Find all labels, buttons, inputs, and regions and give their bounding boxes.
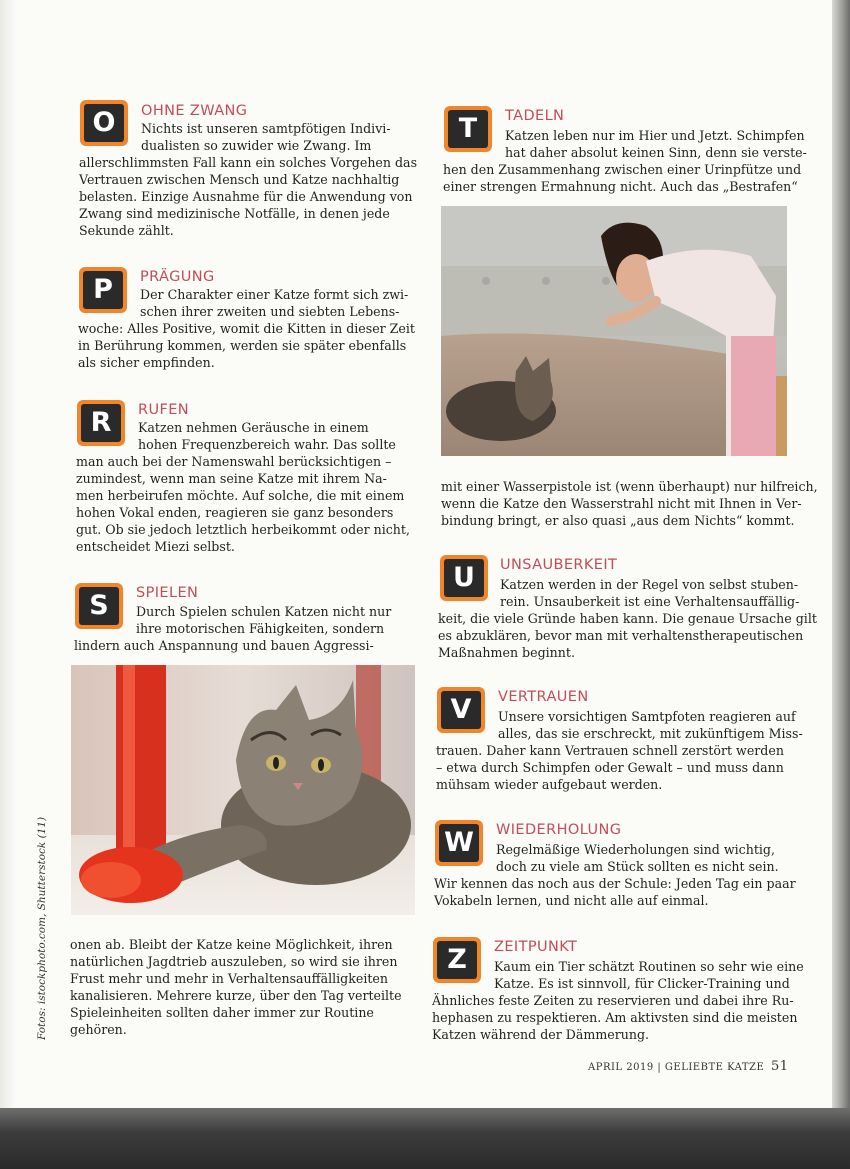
body-line: woche: Alles Positive, womit die Kitten in dieser Zeit: [78, 321, 415, 336]
page-number: 51: [770, 1059, 789, 1074]
body-line: doch zu viele am Stück sollten es nicht sein.: [496, 859, 779, 874]
body-line: Unsere vorsichtigen Samtpfoten reagieren auf: [498, 709, 796, 724]
body-line: keit, die viele Gründe haben kann. Die genaue Ursache gilt: [438, 611, 817, 626]
body-line: hohen Frequenzbereich wahr. Das sollte: [138, 437, 396, 452]
photo-credit: Fotos: istockphoto.com, Shutterstock (11): [36, 816, 48, 1040]
letter-badge-o: [80, 100, 128, 146]
body-line: Ähnliches feste Zeiten zu reservieren und dabei ihre Ru-: [432, 993, 794, 1008]
page-edge-right: [832, 0, 850, 1108]
body-line: wenn die Katze den Wasserstrahl nicht mit Ihnen in Ver-: [441, 496, 802, 511]
body-line: Frust mehr und mehr in Verhaltensauffälligkeiten: [70, 971, 388, 986]
body-line: lindern auch Anspannung und bauen Aggressi-: [74, 638, 374, 653]
badge-letter: W: [439, 824, 479, 862]
body-line: Katzen leben nur im Hier und Jetzt. Schimpfen: [505, 128, 805, 143]
body-line: mühsam wieder aufgebaut werden.: [436, 777, 663, 792]
body-line: Wir kennen das noch aus der Schule: Jeden Tag ein paar: [434, 876, 796, 891]
letter-badge-v: [437, 687, 485, 733]
badge-letter: S: [79, 587, 119, 625]
heading-zeitpunkt: ZEITPUNKT: [494, 939, 578, 955]
body-line: ihre motorischen Fähigkeiten, sondern: [136, 621, 385, 636]
body-line: kanalisieren. Mehrere kurze, über den Tag verteilte: [70, 988, 402, 1003]
body-line: Der Charakter einer Katze formt sich zwi-: [140, 287, 409, 302]
body-line: Katzen nehmen Geräusche in einem: [138, 420, 369, 435]
badge-letter: R: [81, 404, 121, 442]
body-line: zumindest, wenn man seine Katze mit ihrem Na-: [76, 471, 387, 486]
body-line: bindung bringt, er also quasi „aus dem Nichts“ kommt.: [441, 513, 795, 528]
body-line: als sicher empfinden.: [78, 355, 215, 370]
letter-badge-p: [79, 267, 127, 313]
body-line: hat daher absolut keinen Sinn, denn sie verste-: [505, 145, 807, 160]
body-line: es abzuklären, bevor man mit verhaltenstherapeutischen: [438, 628, 804, 643]
body-line: – etwa durch Schimpfen oder Gewalt – und muss dann: [436, 760, 784, 775]
body-line: rein. Unsauberkeit ist eine Verhaltensauffällig-: [500, 594, 800, 609]
footer-issue: APRIL 2019 | GELIEBTE KATZE: [588, 1062, 765, 1073]
body-line: Vokabeln lernen, und nicht alle auf einmal.: [434, 893, 709, 908]
body-line: allerschlimmsten Fall kann ein solches Vorgehen das: [79, 155, 418, 170]
body-line: Kaum ein Tier schätzt Routinen so sehr wie eine: [494, 959, 804, 974]
body-line: Katze. Es ist sinnvoll, für Clicker-Training und: [494, 976, 790, 991]
badge-letter: U: [444, 559, 484, 597]
heading-vertrauen: VERTRAUEN: [498, 689, 589, 705]
page-footer: [588, 1059, 789, 1074]
body-line: mit einer Wasserpistole ist (wenn überhaupt) nur hilfreich,: [441, 479, 818, 494]
body-line: Vertrauen zwischen Mensch und Katze nachhaltig: [79, 172, 400, 187]
photo-cat-playing: [71, 665, 415, 915]
body-line: gut. Ob sie jedoch letztlich herbeikommt oder nicht,: [76, 522, 410, 537]
body-line: trauen. Daher kann Vertrauen schnell zerstört werden: [436, 743, 784, 758]
body-line: Katzen während der Dämmerung.: [432, 1027, 650, 1042]
page-spine: [0, 0, 16, 1108]
body-line: Regelmäßige Wiederholungen sind wichtig,: [496, 842, 775, 857]
body-line: natürlichen Jagdtrieb auszuleben, so wird sie ihren: [70, 954, 398, 969]
body-line: hephasen zu respektieren. Am aktivsten sind die meisten: [432, 1010, 798, 1025]
heading-wiederholung: WIEDERHOLUNG: [496, 822, 622, 838]
body-line: Durch Spielen schulen Katzen nicht nur: [136, 604, 392, 619]
body-line: onen ab. Bleibt der Katze keine Möglichkeit, ihren: [70, 937, 393, 952]
badge-letter: Z: [437, 941, 477, 979]
body-line: man auch bei der Namenswahl berücksichtigen –: [76, 454, 392, 469]
photo-woman-scolding-cat: [441, 206, 787, 456]
heading-ohne-zwang: OHNE ZWANG: [141, 103, 248, 119]
body-line: hohen Vokal enden, reagieren sie ganz besonders: [76, 505, 394, 520]
heading-unsauberkeit: UNSAUBERKEIT: [500, 557, 618, 573]
body-line: einer strengen Ermahnung nicht. Auch das „Bestrafen“: [443, 179, 798, 194]
body-line: entscheidet Miezi selbst.: [76, 539, 235, 554]
letter-badge-z: [433, 937, 481, 983]
body-line: Spieleinheiten sollten daher immer zur Routine: [70, 1005, 374, 1020]
heading-rufen: RUFEN: [138, 402, 190, 418]
heading-tadeln: TADELN: [505, 108, 565, 124]
body-line: hen den Zusammenhang zwischen einer Urinpfütze und: [443, 162, 802, 177]
badge-letter: V: [441, 691, 481, 729]
letter-badge-w: [435, 820, 483, 866]
body-line: dualisten so zuwider wie Zwang. Im: [141, 138, 372, 153]
body-line: Katzen werden in der Regel von selbst stuben-: [500, 577, 799, 592]
body-line: belasten. Einzige Ausnahme für die Anwendung von: [79, 189, 413, 204]
badge-letter: T: [448, 110, 488, 148]
body-line: schen ihrer zweiten und siebten Lebens-: [140, 304, 400, 319]
badge-letter: O: [84, 104, 124, 142]
body-line: gehören.: [70, 1022, 127, 1037]
cat-playing-illustration: [71, 665, 415, 915]
heading-spielen: SPIELEN: [136, 585, 199, 601]
body-line: Nichts ist unseren samtpfötigen Indivi-: [141, 121, 391, 136]
body-line: alles, das sie erschreckt, mit zukünftigem Miss-: [498, 726, 803, 741]
letter-badge-u: [440, 555, 488, 601]
body-line: Maßnahmen beginnt.: [438, 645, 575, 660]
badge-letter: P: [83, 271, 123, 309]
body-line: in Berührung kommen, werden sie später ebenfalls: [78, 338, 407, 353]
body-line: Zwang sind medizinische Notfälle, in denen jede: [79, 206, 390, 221]
letter-badge-r: [77, 400, 125, 446]
body-line: Sekunde zählt.: [79, 223, 174, 238]
letter-badge-s: [75, 583, 123, 629]
heading-praegung: PRÄGUNG: [140, 269, 215, 285]
body-line: men herbeirufen möchte. Auf solche, die mit einem: [76, 488, 405, 503]
scanner-shadow: [0, 1108, 850, 1169]
letter-badge-t: [444, 106, 492, 152]
woman-scolding-cat-illustration: [441, 206, 787, 456]
